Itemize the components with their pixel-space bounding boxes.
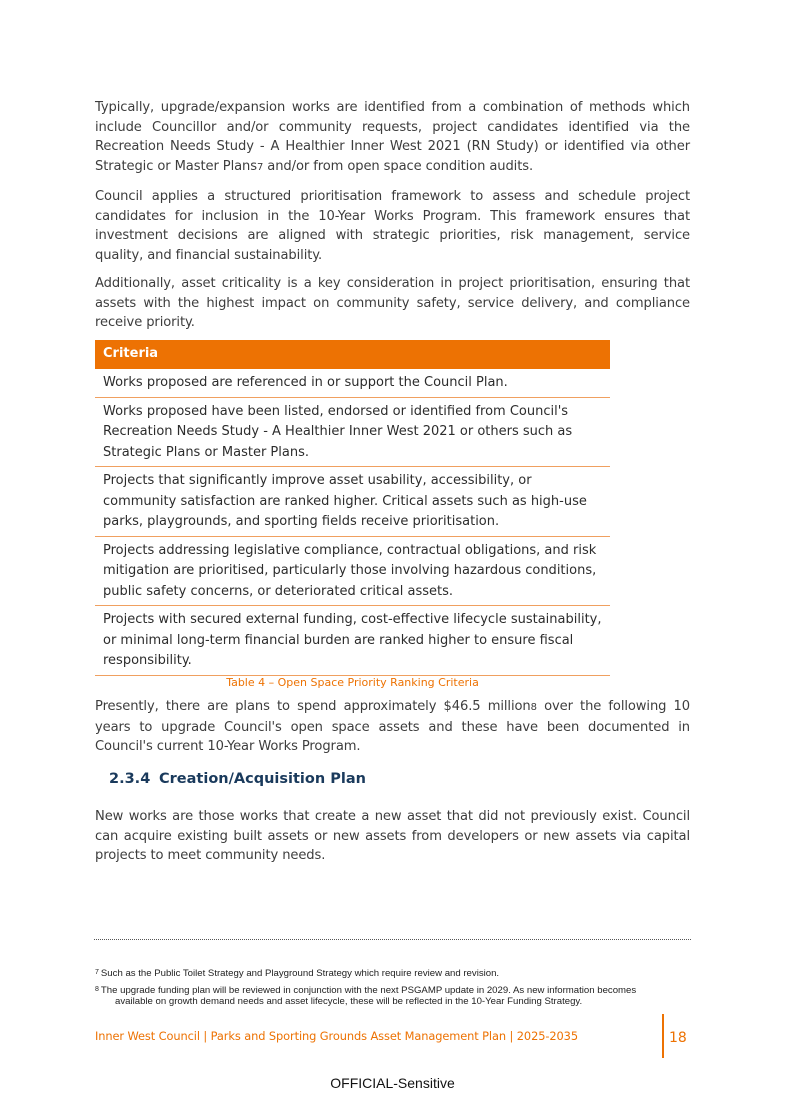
paragraph-spending-plan: [95, 697, 690, 757]
footnote-ref-8[interactable]: 8: [530, 702, 537, 713]
footer-title: Inner West Council | Parks and Sporting Grounds Asset Management Plan | 2025-2035: [95, 1029, 578, 1043]
table-row: [95, 606, 610, 676]
paragraph-prioritisation-framework: Council applies a structured prioritisation framework to assess and schedule project candidates for inclusion in the 10-Year Works Program. This framework ensures that investment decisions are aligned with strategic priorities, risk management, service quality, and financial sustainability.: [95, 189, 690, 263]
table-row: [95, 467, 610, 537]
paragraph-text: Presently, there are plans to spend approximately $46.5 million: [95, 699, 531, 714]
criteria-table-header-row: [95, 340, 610, 369]
table-cell: Works proposed have been listed, endorsed or identified from Council's Recreation Needs Study - A Healthier Inner West 2021 or others such as Strategic Plans or Master Plans.: [95, 397, 610, 467]
criteria-table-header: Criteria: [95, 340, 610, 369]
table-cell: Projects that significantly improve asset usability, accessibility, or community satisfaction are ranked higher. Critical assets such as high-use parks, playgrounds, and sporting fields receive prioritisation.: [95, 467, 610, 537]
footnote-number: 7: [95, 969, 99, 976]
page-number: 18: [669, 1030, 687, 1046]
table-cell: Projects with secured external funding, cost-effective lifecycle sustainability, or minimal long-term financial burden are ranked higher to ensure fiscal responsibility.: [95, 606, 610, 676]
section-title: Creation/Acquisition Plan: [159, 771, 366, 787]
paragraph-upgrade-methods: [95, 98, 690, 177]
paragraph-text: over the following 10 years to upgrade Council's open space assets and these have been documented in Council's current 10-Year Works Program.: [95, 699, 691, 755]
table-caption: Table 4 – Open Space Priority Ranking Criteria: [226, 676, 479, 689]
footer-divider: [662, 1014, 664, 1058]
paragraph-text: Typically, upgrade/expansion works are identified from a combination of methods which include Councillor and/or community requests, project candidates identified via the Recreation Needs Study - A Healthier Inner West 2021 (RN Study) or identified via other Strategic or Master Plans: [95, 100, 690, 174]
table-cell: Projects addressing legislative compliance, contractual obligations, and risk mitigation are prioritised, particularly those involving hazardous conditions, public safety concerns, or deteriorated critical assets.: [95, 536, 610, 606]
footnote-7: [95, 968, 695, 979]
footnote-ref-7[interactable]: 7: [256, 161, 264, 173]
paragraph-text: and/or from open space condition audits.: [263, 158, 534, 174]
footnote-text: Such as the Public Toilet Strategy and Playground Strategy which require review and revision.: [100, 968, 500, 979]
footnote-8: [95, 985, 695, 1008]
security-classification: OFFICIAL-Sensitive: [330, 1075, 455, 1091]
paragraph-new-works: New works are those works that create a new asset that did not previously exist. Council can acquire existing built assets or new assets from developers or new assets via capital projects to meet community needs.: [95, 809, 690, 864]
table-row: [95, 369, 610, 397]
table-cell: Works proposed are referenced in or support the Council Plan.: [95, 369, 610, 397]
section-number: 2.3.4: [109, 771, 151, 787]
footnote-text-continued: available on growth demand needs and asset lifecycle, these will be reflected in the 10-Year Funding Strategy.: [115, 996, 583, 1008]
footnote-number: 8: [95, 986, 99, 993]
paragraph-asset-criticality: Additionally, asset criticality is a key consideration in project prioritisation, ensuring that assets with the highest impact on community safety, service delivery, and compliance receive priority.: [95, 276, 690, 331]
table-row: [95, 397, 610, 467]
section-heading: [109, 771, 366, 787]
table-row: [95, 536, 610, 606]
criteria-table: [95, 340, 610, 676]
footnote-divider: [94, 939, 691, 940]
footnote-text: The upgrade funding plan will be reviewed in conjunction with the next PSGAMP update in 2029. As new information becomes: [100, 985, 637, 996]
